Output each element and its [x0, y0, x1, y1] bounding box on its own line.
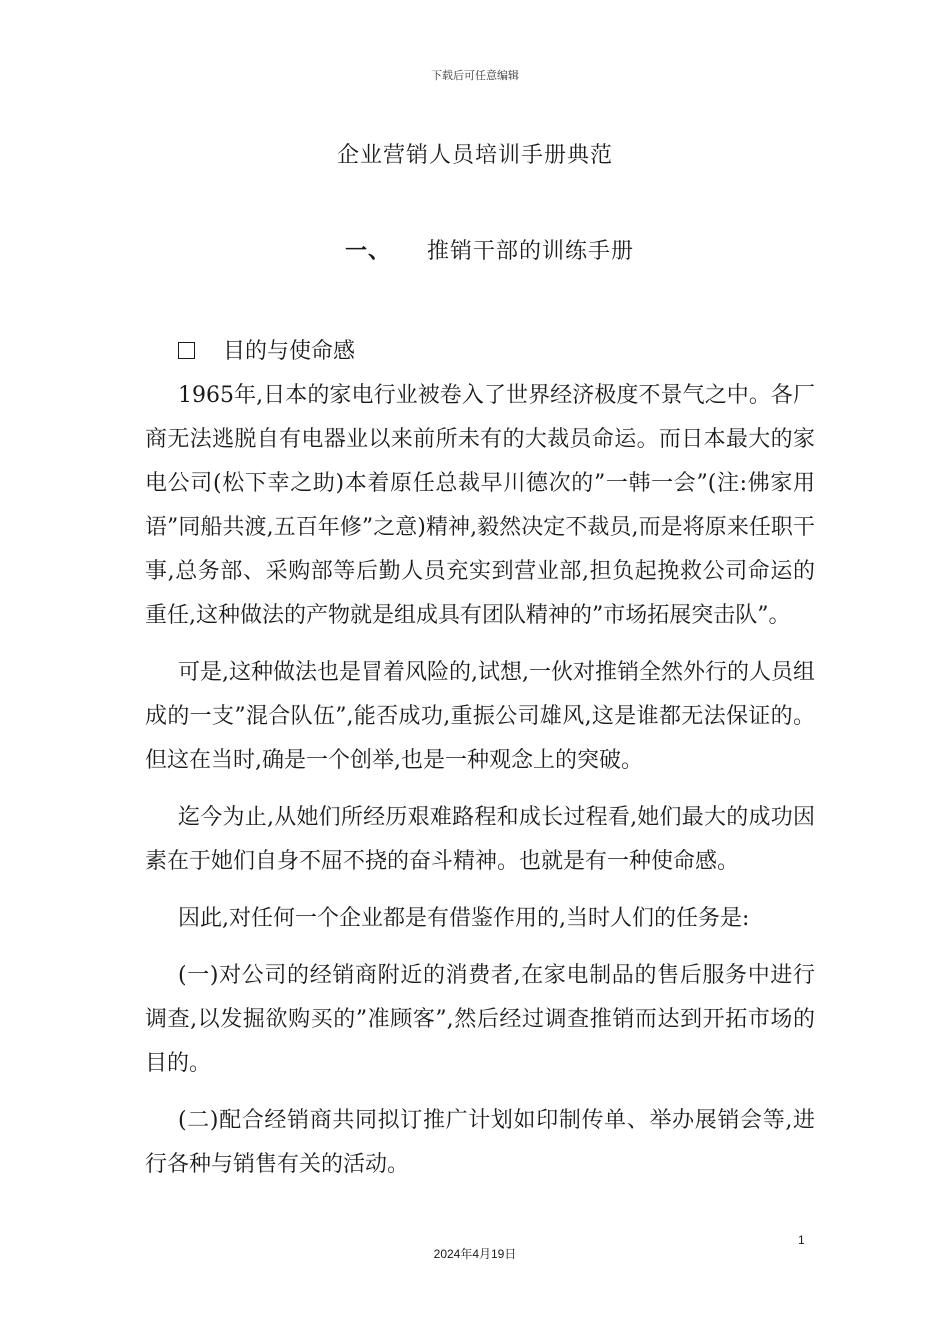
paragraph: (一)对公司的经销商附近的消费者,在家电制品的售后服务中进行调查,以发掘欲购买的”准顾客”,然后经过调查推销而达到开拓市场的目的。: [145, 963, 815, 1076]
body-text: [145, 374, 815, 1200]
subheading: [178, 334, 355, 365]
footer-date: 2024年4月19日: [433, 1247, 517, 1261]
paragraph: (二)配合经销商共同拟订推广计划如印制传单、举办展销会等,进行各种与销售有关的活动。: [145, 1108, 815, 1177]
page-number: 1: [798, 1233, 805, 1247]
paragraph: 可是,这种做法也是冒着风险的,试想,一伙对推销全然外行的人员组成的一支”混合队伍”,能否成功,重振公司雄风,这是谁都无法保证的。但这在当时,确是一个创举,也是一种观念上的突破。: [145, 660, 815, 773]
document-title: 企业营销人员培训手册典范: [336, 143, 613, 168]
section-title: 推销干部的训练手册: [427, 239, 635, 264]
section-heading: [345, 234, 634, 265]
page-header-note: 下载后可任意编辑: [431, 69, 519, 82]
paragraph: 因此,对任何一个企业都是有借鉴作用的,当时人们的任务是:: [178, 906, 750, 931]
checkbox-empty-icon: [178, 342, 195, 359]
section-number: 一、: [345, 238, 392, 264]
subheading-text: 目的与使命感: [223, 339, 356, 364]
paragraph: 迄今为止,从她们所经历艰难路程和成长过程看,她们最大的成功因素在于她们自身不屈不挠的奋斗精神。也就是有一种使命感。: [145, 805, 815, 874]
paragraph: 1965年,日本的家电行业被卷入了世界经济极度不景气之中。各厂商无法逃脱自有电器业以来前所未有的大裁员命运。而日本最大的家电公司(松下幸之助)本着原任总裁早川德次的”一韩一会”(注:佛家用语”同船共渡,五百年修”之意)精神,毅然决定不裁员,而是将原来任职干事,总务部、采购部等后勤人员充实到营业部,担负起挽救公司命运的重任,这种做法的产物就是组成具有团队精神的”市场拓展突击队”。: [145, 383, 815, 628]
